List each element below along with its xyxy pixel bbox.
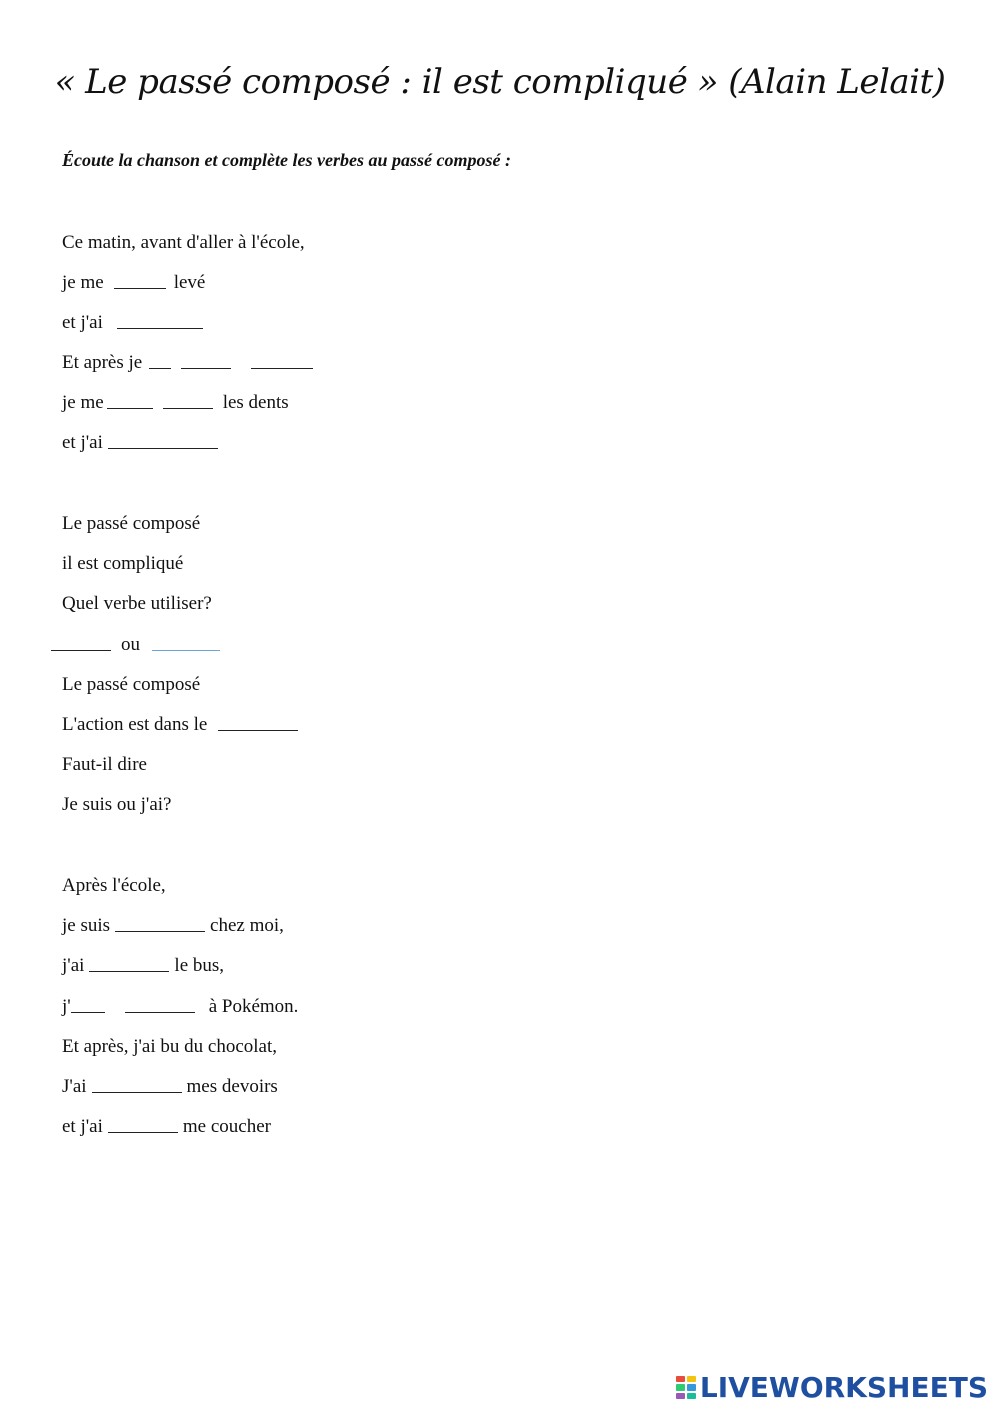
lyric-text: Et après, j'ai bu du chocolat, xyxy=(62,1036,277,1057)
answer-blank[interactable] xyxy=(117,327,203,329)
lyric-line xyxy=(62,790,172,816)
lyric-text: Le passé composé xyxy=(62,513,201,534)
logo-mark-icon xyxy=(676,1376,696,1400)
lyric-text: Ce matin, avant d'aller à l'école, xyxy=(62,232,305,253)
answer-blank[interactable] xyxy=(107,407,153,409)
lyric-text: je suis xyxy=(62,915,111,936)
answer-blank[interactable] xyxy=(181,367,231,369)
lyric-line xyxy=(62,348,313,374)
logo-square xyxy=(687,1393,696,1400)
answer-blank[interactable] xyxy=(125,1011,195,1013)
logo-brand-text: LIVEWORKSHEETS xyxy=(699,1371,988,1404)
lyric-text: Je suis ou j'ai? xyxy=(62,794,172,815)
lyric-text: et j'ai xyxy=(62,432,103,453)
answer-blank[interactable] xyxy=(115,930,205,932)
answer-blank[interactable] xyxy=(89,970,169,972)
logo-square xyxy=(676,1393,685,1400)
lyric-line xyxy=(62,428,218,454)
answer-blank[interactable] xyxy=(71,1011,105,1013)
lyric-text: Et après je xyxy=(62,352,143,373)
lyric-line xyxy=(62,710,298,736)
lyric-text: et j'ai xyxy=(62,1116,103,1137)
lyric-text: Le passé composé xyxy=(62,674,201,695)
lyric-text: à Pokémon. xyxy=(208,996,299,1017)
answer-blank[interactable] xyxy=(108,1131,178,1133)
lyric-text: L'action est dans le xyxy=(62,714,208,735)
lyric-text: Faut-il dire xyxy=(62,754,147,775)
logo-square xyxy=(676,1376,685,1383)
lyric-text: mes devoirs xyxy=(186,1076,278,1097)
answer-blank[interactable] xyxy=(92,1091,182,1093)
lyric-text: les dents xyxy=(222,392,289,413)
lyric-text: j'ai xyxy=(62,955,85,976)
instruction-text: Écoute la chanson et complète les verbes au passé composé : xyxy=(62,150,511,170)
logo-square xyxy=(687,1384,696,1391)
lyric-line xyxy=(62,268,205,294)
lyric-text: J'ai xyxy=(62,1076,87,1097)
lyric-text: ou xyxy=(121,634,140,655)
answer-blank[interactable] xyxy=(114,287,166,289)
lyric-text: chez moi, xyxy=(210,915,284,936)
lyric-text: je me xyxy=(62,392,104,413)
lyric-line xyxy=(62,992,298,1018)
answer-blank[interactable] xyxy=(51,649,111,651)
lyric-text: Après l'école, xyxy=(62,875,166,896)
answer-blank[interactable] xyxy=(152,649,220,651)
lyric-line xyxy=(62,228,305,254)
lyric-line xyxy=(62,388,289,414)
lyric-line xyxy=(62,911,284,937)
lyric-line xyxy=(62,670,200,696)
lyric-text: je me xyxy=(62,272,104,293)
lyric-line xyxy=(62,1112,271,1138)
answer-blank[interactable] xyxy=(251,367,313,369)
answer-blank[interactable] xyxy=(218,729,298,731)
lyric-text: et j'ai xyxy=(62,312,103,333)
worksheet-title: « Le passé composé : il est compliqué » (Alain Lelait) xyxy=(54,62,946,102)
lyric-line xyxy=(62,1072,278,1098)
lyric-text: il est compliqué xyxy=(62,553,184,574)
lyric-line xyxy=(62,750,147,776)
lyric-line xyxy=(62,549,183,575)
lyric-text: me coucher xyxy=(182,1116,271,1137)
lyric-line xyxy=(62,308,203,334)
liveworksheets-logo xyxy=(676,1371,988,1404)
answer-blank[interactable] xyxy=(108,447,218,449)
lyric-text: le bus, xyxy=(174,955,225,976)
logo-square xyxy=(676,1384,685,1391)
logo-square xyxy=(687,1376,696,1383)
lyric-text: j' xyxy=(62,996,71,1017)
lyric-text: Quel verbe utiliser? xyxy=(62,593,212,614)
answer-blank[interactable] xyxy=(149,367,171,369)
lyric-line xyxy=(62,951,224,977)
lyric-line xyxy=(62,1032,277,1058)
lyric-line xyxy=(62,589,212,615)
answer-blank[interactable] xyxy=(163,407,213,409)
lyric-line xyxy=(51,630,220,656)
lyric-text: levé xyxy=(173,272,206,293)
lyric-line xyxy=(62,509,200,535)
lyric-line xyxy=(62,871,166,897)
